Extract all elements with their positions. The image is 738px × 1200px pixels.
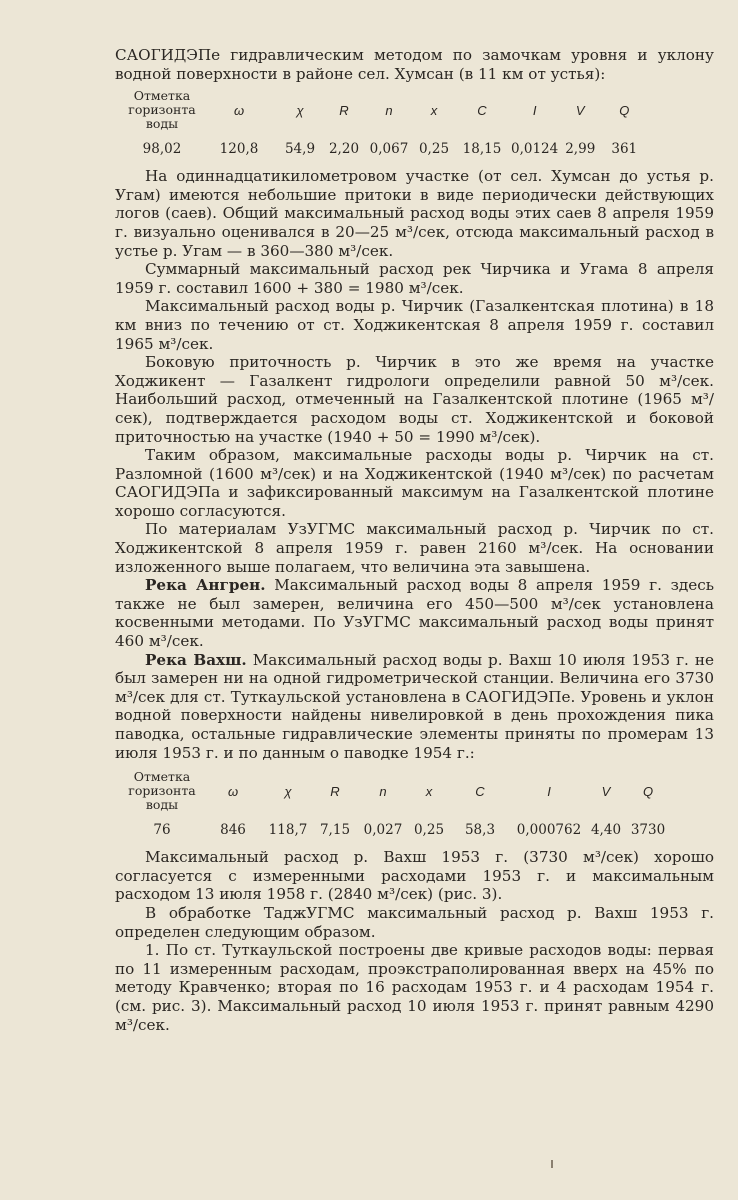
col-omega-header: ω xyxy=(227,783,239,799)
table-cell: 2,20 xyxy=(328,141,360,158)
col-r-header: R xyxy=(330,783,340,799)
paragraph-rating-curves: 1. По ст. Туткаульской построены две кривые расходов воды: первая по 11 измеренным расходам, проэкстраполированная вверх на 45% по методу Кравченко; вторая по 16 расходам 1953 г. и 4 расходам 1954 г. (см. рис. 3). Максимальный расход 10 июля 1953 г. принят равным 4290 м³/сек. xyxy=(115,941,714,1034)
col-v-header: V xyxy=(601,783,611,799)
col-chi-header: χ xyxy=(296,102,304,118)
table-cell: 0,027 xyxy=(363,822,403,839)
table-row xyxy=(121,812,671,838)
col-level-header: Отметка горизонта воды xyxy=(128,769,196,813)
table-cell: 120,8 xyxy=(219,141,259,158)
table-cell: 361 xyxy=(611,141,638,158)
col-q-header: Q xyxy=(619,102,630,118)
table-cell: 4,40 xyxy=(590,822,622,839)
col-x-header: x xyxy=(425,783,433,799)
paragraph-vakhsh-agreement: Максимальный расход р. Вахш 1953 г. (3730 м³/сек) хорошо согласуется с измеренными расходами 1953 г. и максимальным расходом 13 июля 1958 г. (2840 м³/сек) (рис. 3). xyxy=(115,848,714,904)
paragraph-vakhsh xyxy=(115,651,714,763)
heading-angren: Река Ангрен. xyxy=(145,576,266,595)
table-cell: 2,99 xyxy=(565,141,596,158)
hydraulic-table-chirchik xyxy=(121,89,646,157)
col-n-header: n xyxy=(379,783,387,799)
col-q-header: Q xyxy=(642,783,654,799)
table-header-row xyxy=(121,89,646,131)
table-cell: 7,15 xyxy=(319,822,351,839)
hydraulic-table-vakhsh xyxy=(121,770,671,838)
paragraph-uzugms: По материалам УзУГМС максимальный расход р. Чирчик по ст. Ходжикентской 8 апреля 1959 г. равен 2160 м³/сек. На основании изложенного выше полагаем, что величина эта завышена. xyxy=(115,520,714,576)
table-cell: 58,3 xyxy=(464,822,496,839)
paragraph-angren xyxy=(115,576,714,650)
table-cell: 0,067 xyxy=(369,141,409,158)
col-v-header: V xyxy=(575,102,585,118)
col-i-header: I xyxy=(547,783,551,799)
col-r-header: R xyxy=(339,102,349,118)
heading-vakhsh: Река Вахш. xyxy=(145,650,247,669)
table-cell: 54,9 xyxy=(284,141,316,158)
print-mark xyxy=(551,1160,553,1168)
table-cell: 0,0124 xyxy=(511,141,559,158)
table-cell: 0,25 xyxy=(413,822,445,839)
col-i-header: I xyxy=(532,102,537,118)
table-cell: 98,02 xyxy=(142,141,182,158)
paragraph-ugam-tributaries: На одиннадцатикилометровом участке (от сел. Хумсан до устья р. Угам) имеются небольшие притоки в виде периодически действующих логов (саев). Общий максимальный расход воды этих саев 8 апреля 1959 г. визуально оценивался в 20—25 м³/сек, отсюда максимальный расход в устье р. Угам — в 360—380 м³/сек. xyxy=(115,167,714,260)
table-cell: 18,15 xyxy=(462,141,502,158)
angren-text: Максимальный расход воды 8 апреля 1959 г. здесь также не был замерен, величина его 450—500 м³/сек установлена косвенными методами. По УзУГМС максимальный расход воды принят 460 м³/сек. xyxy=(115,576,714,651)
table-cell: 846 xyxy=(220,822,246,839)
paragraph-total-discharge: Суммарный максимальный расход рек Чирчика и Угама 8 апреля 1959 г. составил 1600 + 380 = 1980 м³/сек. xyxy=(115,260,714,297)
table-cell: 118,7 xyxy=(268,822,308,839)
paragraph-lateral-inflow: Боковую приточность р. Чирчик в это же время на участке Ходжикент — Газалкент гидрологи определили равной 50 м³/сек. Наибольший расход, отмеченный на Газалкентской плотине (1965 м³/сек), подтверждается расходом воды ст. Ходжикентской и боковой приточностью на участке (1940 + 50 = 1990 м³/сек). xyxy=(115,353,714,446)
col-n-header: n xyxy=(385,102,393,118)
table-cell: 0,25 xyxy=(418,141,450,158)
col-omega-header: ω xyxy=(233,102,245,118)
paragraph-intro: САОГИДЭПе гидравлическим методом по замочкам уровня и уклону водной поверхности в районе сел. Хумсан (в 11 км от устья): xyxy=(115,46,714,83)
col-c-header: C xyxy=(475,783,485,799)
paragraph-tajugms: В обработке ТаджУГМС максимальный расход р. Вахш 1953 г. определен следующим образом. xyxy=(115,903,714,941)
paragraph-gazalkent: Максимальный расход воды р. Чирчик (Газалкентская плотина) в 18 км вниз по течению от ст. Ходжикентская 8 апреля 1959 г. составил 1965 м³/сек. xyxy=(115,297,714,353)
table-cell: 3730 xyxy=(630,822,666,839)
table-cell: 0,000762 xyxy=(516,822,582,839)
col-x-header: x xyxy=(430,102,438,118)
col-c-header: C xyxy=(477,102,487,118)
col-level-header: Отметка горизонта воды xyxy=(128,88,196,132)
vakhsh-text: Максимальный расход воды р. Вахш 10 июля 1953 г. не был замерен ни на одной гидрометрической станции. Величина его 3730 м³/сек для ст. Туткаульской установлена в САОГИДЭПе. Уровень и уклон водной поверхности найдены нивелировкой в день прохождения пика паводка, остальные гидравлические элементы приняты по промерам 13 июля 1953 г. и по данным о паводке 1954 г.: xyxy=(115,650,714,762)
table-row xyxy=(121,131,646,157)
table-cell: 76 xyxy=(153,822,171,839)
col-chi-header: χ xyxy=(284,783,292,799)
paragraph-conclusion: Таким образом, максимальные расходы воды р. Чирчик на ст. Разломной (1600 м³/сек) и на Ходжикентской (1940 м³/сек) по расчетам САОГИДЭПа и зафиксированный максимум на Газалкентской плотине хорошо согласуются. xyxy=(115,446,714,520)
table-header-row xyxy=(121,770,671,812)
